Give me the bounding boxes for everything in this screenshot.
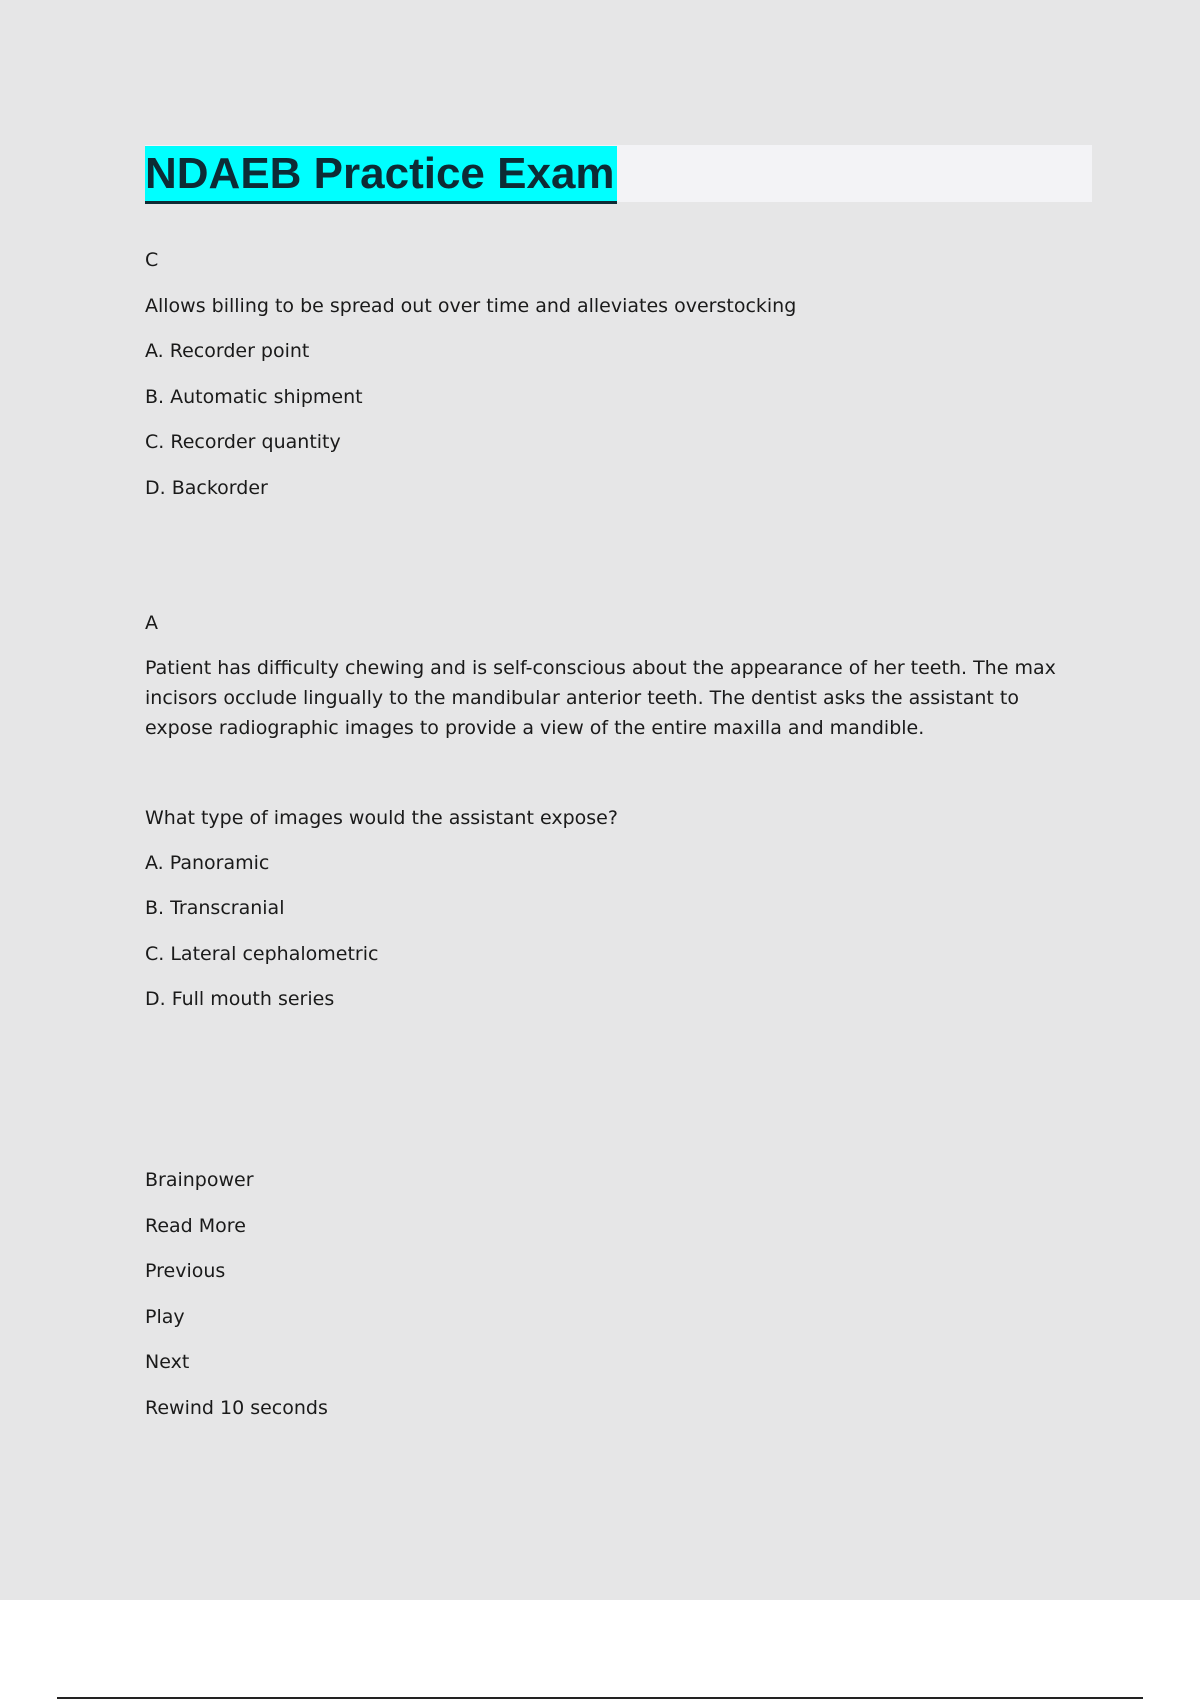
question-1-option-b: B. Automatic shipment (145, 386, 363, 408)
brainpower-link[interactable]: Brainpower (145, 1169, 254, 1191)
question-1-option-d: D. Backorder (145, 477, 268, 499)
answer-key-2: A (145, 612, 158, 634)
question-1-prompt: Allows billing to be spread out over time and alleviates overstocking (145, 295, 797, 317)
question-2-prompt: What type of images would the assistant expose? (145, 807, 618, 829)
question-2-option-c: C. Lateral cephalometric (145, 943, 379, 965)
answer-key-1: C (145, 249, 159, 271)
next-button[interactable]: Next (145, 1351, 190, 1373)
question-2-option-a: A. Panoramic (145, 852, 270, 874)
question-1-option-a: A. Recorder point (145, 340, 310, 362)
question-1-option-c: C. Recorder quantity (145, 431, 341, 453)
page-title: NDAEB Practice Exam (145, 146, 617, 204)
play-button[interactable]: Play (145, 1306, 185, 1328)
rewind-10-seconds-button[interactable]: Rewind 10 seconds (145, 1397, 328, 1419)
question-2-option-b: B. Transcranial (145, 897, 285, 919)
question-2-scenario: Patient has difficulty chewing and is self-conscious about the appearance of her teeth. The max incisors occlude lingually to the mandibular anterior teeth. The dentist asks the assistant to expose radiographic images to provide a view of the entire maxilla and mandible. (145, 657, 1056, 739)
previous-button[interactable]: Previous (145, 1260, 226, 1282)
question-2-option-d: D. Full mouth series (145, 988, 335, 1010)
read-more-link[interactable]: Read More (145, 1215, 246, 1237)
footer-divider (57, 1697, 1143, 1699)
